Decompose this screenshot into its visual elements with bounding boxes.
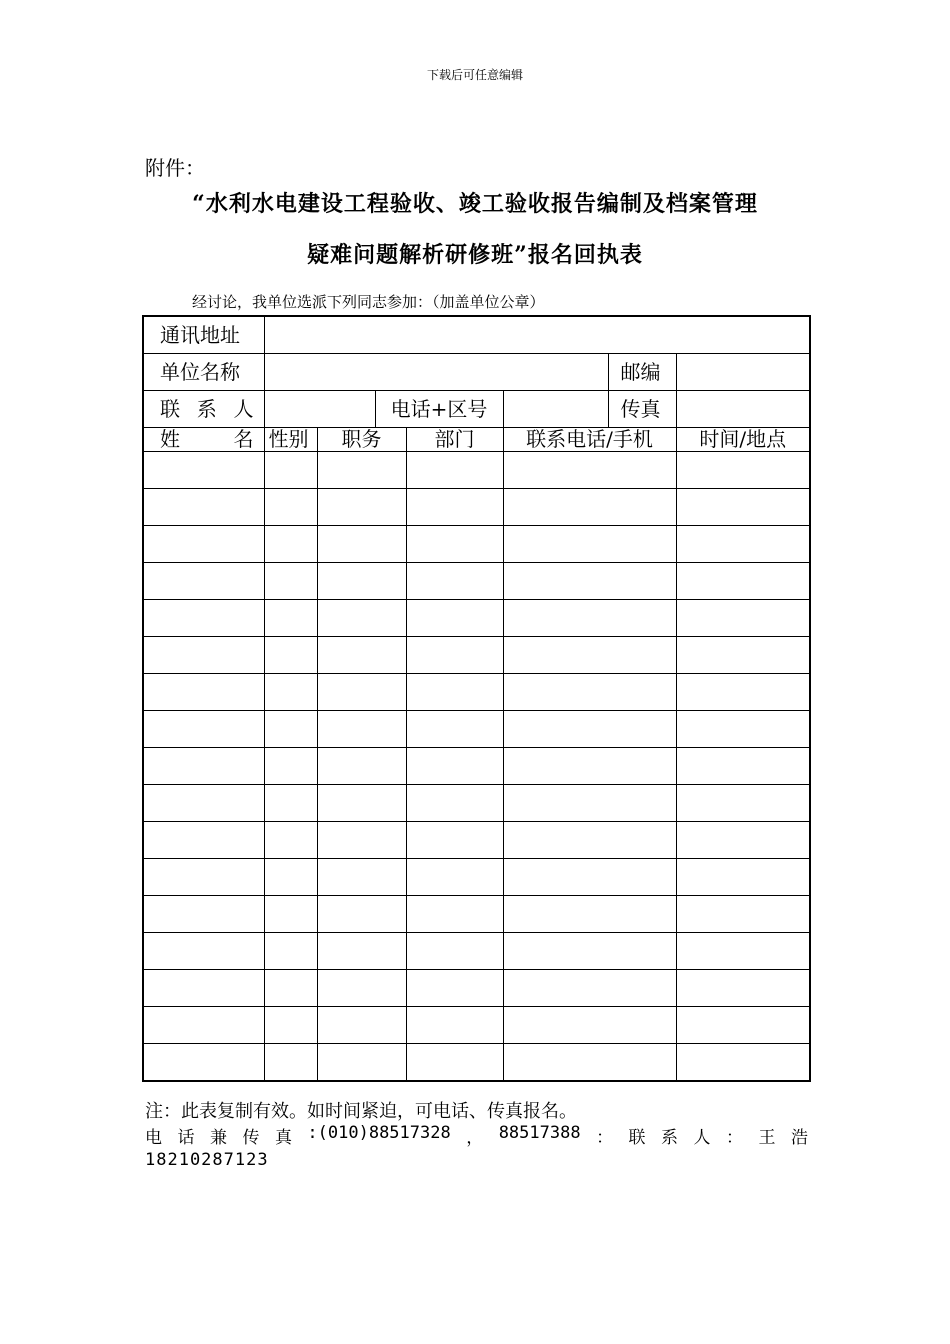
participant-mobile-cell[interactable] — [503, 822, 676, 859]
participant-time-place-cell[interactable] — [676, 822, 810, 859]
participant-gender-cell[interactable] — [264, 748, 317, 785]
participant-position-cell[interactable] — [317, 933, 406, 970]
participant-row — [143, 896, 810, 933]
participant-gender-cell[interactable] — [264, 1044, 317, 1082]
participant-department-cell[interactable] — [406, 1007, 503, 1044]
participant-name-cell[interactable] — [143, 563, 264, 600]
participant-time-place-cell[interactable] — [676, 1044, 810, 1082]
participant-gender-cell[interactable] — [264, 1007, 317, 1044]
participant-department-cell[interactable] — [406, 859, 503, 896]
participant-gender-cell[interactable] — [264, 526, 317, 563]
participant-gender-cell[interactable] — [264, 896, 317, 933]
participant-department-cell[interactable] — [406, 822, 503, 859]
contact-line-segment: :(010)88517328 — [307, 1123, 451, 1143]
contact-line-segment: 系 — [661, 1128, 679, 1148]
column-header-row — [143, 428, 810, 452]
participant-row — [143, 452, 810, 489]
participant-name-cell[interactable] — [143, 785, 264, 822]
participant-position-cell[interactable] — [317, 674, 406, 711]
participant-position-cell[interactable] — [317, 1007, 406, 1044]
participant-row — [143, 859, 810, 896]
participant-mobile-cell[interactable] — [503, 452, 676, 489]
participant-row — [143, 711, 810, 748]
contact-line-segment: ： — [726, 1128, 743, 1148]
contact-line-segment: 传 — [242, 1128, 260, 1148]
contact-line-segment: 王 — [758, 1128, 776, 1148]
contact-line-segment: 浩 — [790, 1128, 808, 1148]
participant-position-cell[interactable] — [317, 489, 406, 526]
unit-row — [143, 354, 810, 391]
participant-mobile-cell[interactable] — [503, 933, 676, 970]
participant-mobile-cell[interactable] — [503, 563, 676, 600]
participant-time-place-cell[interactable] — [676, 1007, 810, 1044]
participant-position-cell[interactable] — [317, 711, 406, 748]
participant-mobile-cell[interactable] — [503, 489, 676, 526]
participant-rows — [143, 452, 810, 1082]
participant-time-place-cell[interactable] — [676, 785, 810, 822]
participant-name-cell[interactable] — [143, 600, 264, 637]
contact-line-segment: 电 — [145, 1128, 162, 1148]
participant-mobile-cell[interactable] — [503, 674, 676, 711]
participant-position-cell[interactable] — [317, 859, 406, 896]
participant-position-cell[interactable] — [317, 563, 406, 600]
participant-department-cell[interactable] — [406, 563, 503, 600]
participant-gender-cell[interactable] — [264, 674, 317, 711]
participant-name-cell[interactable] — [143, 1007, 264, 1044]
participant-name-cell[interactable] — [143, 748, 264, 785]
participant-department-cell[interactable] — [406, 748, 503, 785]
participant-mobile-cell[interactable] — [503, 859, 676, 896]
address-label: 通讯地址 — [143, 316, 264, 354]
participant-gender-cell[interactable] — [264, 600, 317, 637]
participant-gender-cell[interactable] — [264, 859, 317, 896]
address-field[interactable] — [264, 316, 810, 354]
col-department-header: 部门 — [406, 428, 503, 452]
participant-row — [143, 600, 810, 637]
unit-label: 单位名称 — [143, 354, 264, 391]
participant-department-cell[interactable] — [406, 970, 503, 1007]
participant-row — [143, 563, 810, 600]
col-name-header: 姓 名 — [143, 428, 264, 452]
participant-row — [143, 1044, 810, 1082]
participant-department-cell[interactable] — [406, 1044, 503, 1082]
participant-name-cell[interactable] — [143, 822, 264, 859]
form-title-line2: 疑难问题解析研修班”报名回执表 — [307, 242, 643, 268]
participant-name-cell[interactable] — [143, 1044, 264, 1082]
attachment-label: 附件： — [145, 156, 205, 180]
participant-gender-cell[interactable] — [264, 489, 317, 526]
contact-line-segment: ： — [596, 1128, 614, 1148]
participant-time-place-cell[interactable] — [676, 711, 810, 748]
participant-position-cell[interactable] — [317, 600, 406, 637]
participant-row — [143, 526, 810, 563]
participant-mobile-cell[interactable] — [503, 785, 676, 822]
participant-gender-cell[interactable] — [264, 822, 317, 859]
participant-department-cell[interactable] — [406, 933, 503, 970]
contact-line-segment: 人 — [693, 1128, 711, 1148]
participant-time-place-cell[interactable] — [676, 600, 810, 637]
participant-time-place-cell[interactable] — [676, 489, 810, 526]
contact-line-segment: 88517388 — [498, 1123, 581, 1143]
participant-mobile-cell[interactable] — [503, 711, 676, 748]
form-title-line1: “水利水电建设工程验收、竣工验收报告编制及档案管理 — [192, 191, 758, 217]
participant-department-cell[interactable] — [406, 452, 503, 489]
contact-line-segment: ， — [466, 1128, 484, 1148]
participant-time-place-cell[interactable] — [676, 674, 810, 711]
contact-line-segment: 话 — [177, 1128, 195, 1148]
participant-position-cell[interactable] — [317, 1044, 406, 1082]
col-mobile-header: 联系电话/手机 — [503, 428, 676, 452]
fax-field[interactable] — [676, 391, 810, 428]
participant-position-cell[interactable] — [317, 822, 406, 859]
phone-label: 电话+区号 — [375, 391, 503, 428]
participant-row — [143, 674, 810, 711]
participant-time-place-cell[interactable] — [676, 526, 810, 563]
participant-mobile-cell[interactable] — [503, 970, 676, 1007]
participant-time-place-cell[interactable] — [676, 970, 810, 1007]
participant-time-place-cell[interactable] — [676, 859, 810, 896]
participant-gender-cell[interactable] — [264, 452, 317, 489]
participant-time-place-cell[interactable] — [676, 748, 810, 785]
participant-row — [143, 489, 810, 526]
participant-department-cell[interactable] — [406, 637, 503, 674]
contact-line-segment: 兼 — [209, 1128, 227, 1148]
participant-position-cell[interactable] — [317, 452, 406, 489]
participant-department-cell[interactable] — [406, 711, 503, 748]
page-header: 下载后可任意编辑 — [426, 68, 523, 82]
participant-name-cell[interactable] — [143, 711, 264, 748]
contact-line-segment: 联 — [628, 1128, 646, 1148]
unit-field[interactable] — [264, 354, 608, 391]
col-time-place-header: 时间/地点 — [676, 428, 810, 452]
participant-department-cell[interactable] — [406, 600, 503, 637]
participant-mobile-cell[interactable] — [503, 600, 676, 637]
participant-mobile-cell[interactable] — [503, 748, 676, 785]
contact-row — [143, 391, 810, 428]
address-row — [143, 316, 810, 354]
registration-form-table — [142, 315, 811, 1082]
participant-position-cell[interactable] — [317, 970, 406, 1007]
participant-row — [143, 970, 810, 1007]
participant-row — [143, 785, 810, 822]
participant-time-place-cell[interactable] — [676, 933, 810, 970]
footer-note: 注：此表复制有效。如时间紧迫，可电话、传真报名。 — [145, 1101, 577, 1122]
participant-row — [143, 637, 810, 674]
participant-name-cell[interactable] — [143, 859, 264, 896]
participant-position-cell[interactable] — [317, 785, 406, 822]
participant-mobile-cell[interactable] — [503, 896, 676, 933]
participant-row — [143, 933, 810, 970]
participant-position-cell[interactable] — [317, 748, 406, 785]
participant-mobile-cell[interactable] — [503, 1007, 676, 1044]
participant-gender-cell[interactable] — [264, 563, 317, 600]
participant-position-cell[interactable] — [317, 896, 406, 933]
participant-gender-cell[interactable] — [264, 637, 317, 674]
participant-row — [143, 822, 810, 859]
participant-name-cell[interactable] — [143, 489, 264, 526]
participant-mobile-cell[interactable] — [503, 637, 676, 674]
participant-name-cell[interactable] — [143, 637, 264, 674]
footer-contact-mobile: 18210287123 — [145, 1150, 269, 1170]
footer-contact-line — [145, 1123, 808, 1148]
participant-time-place-cell[interactable] — [676, 896, 810, 933]
participant-name-cell[interactable] — [143, 896, 264, 933]
participant-department-cell[interactable] — [406, 489, 503, 526]
participant-name-cell[interactable] — [143, 970, 264, 1007]
participant-gender-cell[interactable] — [264, 933, 317, 970]
participant-time-place-cell[interactable] — [676, 637, 810, 674]
participant-gender-cell[interactable] — [264, 785, 317, 822]
participant-row — [143, 1007, 810, 1044]
participant-department-cell[interactable] — [406, 785, 503, 822]
participant-time-place-cell[interactable] — [676, 452, 810, 489]
contact-label: 联 系 人 — [143, 391, 264, 428]
participant-gender-cell[interactable] — [264, 711, 317, 748]
postcode-field[interactable] — [676, 354, 810, 391]
participant-department-cell[interactable] — [406, 674, 503, 711]
participant-department-cell[interactable] — [406, 526, 503, 563]
participant-name-cell[interactable] — [143, 674, 264, 711]
intro-text: 经讨论，我单位选派下列同志参加：（加盖单位公章） — [192, 293, 545, 311]
participant-department-cell[interactable] — [406, 896, 503, 933]
col-position-header: 职务 — [317, 428, 406, 452]
participant-name-cell[interactable] — [143, 933, 264, 970]
participant-position-cell[interactable] — [317, 637, 406, 674]
phone-field[interactable] — [503, 391, 608, 428]
fax-label: 传真 — [608, 391, 676, 428]
contact-field[interactable] — [264, 391, 375, 428]
contact-line-segment: 真 — [274, 1128, 292, 1148]
participant-mobile-cell[interactable] — [503, 526, 676, 563]
participant-name-cell[interactable] — [143, 452, 264, 489]
participant-name-cell[interactable] — [143, 526, 264, 563]
participant-time-place-cell[interactable] — [676, 563, 810, 600]
participant-row — [143, 748, 810, 785]
participant-position-cell[interactable] — [317, 526, 406, 563]
col-gender-header: 性别 — [264, 428, 317, 452]
participant-mobile-cell[interactable] — [503, 1044, 676, 1082]
postcode-label: 邮编 — [608, 354, 676, 391]
participant-gender-cell[interactable] — [264, 970, 317, 1007]
